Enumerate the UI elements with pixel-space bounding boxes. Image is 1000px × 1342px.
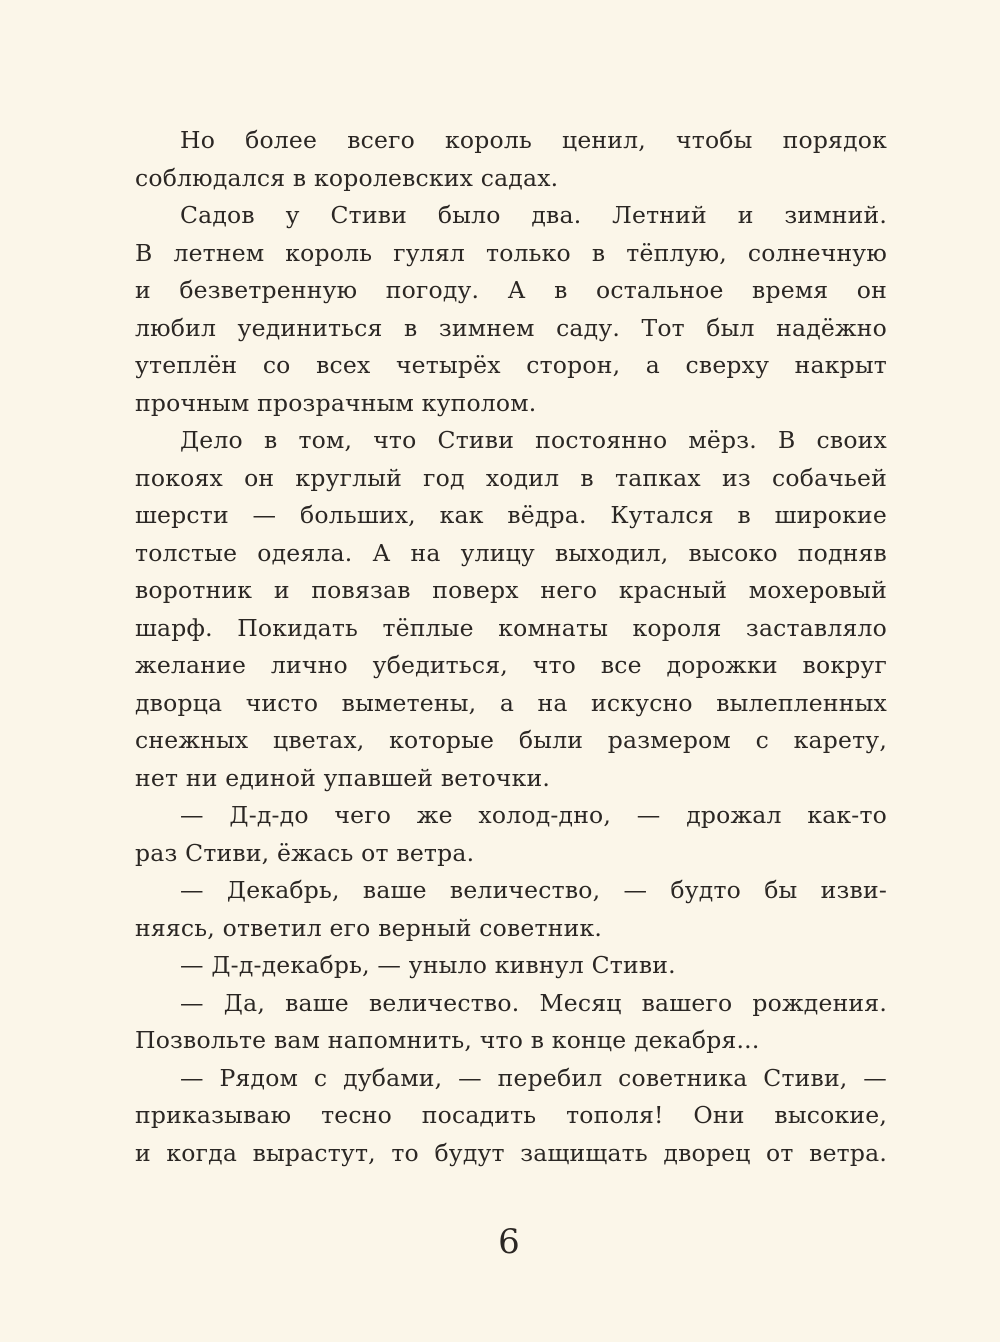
page-number: 6 <box>498 1222 520 1262</box>
text-line: снежных цветах, которые были размером с карету, <box>135 726 887 754</box>
text-line: В летнем король гулял только в тёплую, солнечную <box>135 238 887 267</box>
text-line: нет ни единой упавшей веточки. <box>135 763 551 792</box>
text-line: — Декабрь, ваше величество, — будто бы изви- <box>180 876 887 904</box>
text-line: няясь, ответил его верный советник. <box>135 913 603 942</box>
text-line: Дело в том, что Стиви постоянно мёрз. В своих <box>180 426 887 454</box>
text-line: — Да, ваше величество. Месяц вашего рождения. <box>180 988 887 1017</box>
text-line: Позвольте вам напомнить, что в конце декабря... <box>135 1026 760 1054</box>
text-line: дворца чисто выметены, а на искусно вылепленных <box>135 688 887 717</box>
text-line: — Д-д-декабрь, — уныло кивнул Стиви. <box>180 951 676 979</box>
text-line: утеплён со всех четырёх сторон, а сверху накрыт <box>135 351 887 379</box>
text-line: — Рядом с дубами, — перебил советника Стиви, — <box>180 1063 887 1092</box>
text-line: и безветренную погоду. А в остальное время он <box>135 276 887 304</box>
text-line: раз Стиви, ёжась от ветра. <box>135 838 475 867</box>
text-line: соблюдался в королевских садах. <box>135 163 559 192</box>
text-line: приказываю тесно посадить тополя! Они высокие, <box>135 1101 887 1129</box>
text-line: покоях он круглый год ходил в тапках из собачьей <box>135 463 887 492</box>
text-line: шарф. Покидать тёплые комнаты короля заставляло <box>135 613 887 642</box>
text-line: и когда вырастут, то будут защищать дворец от ветра. <box>135 1138 887 1167</box>
text-line: шерсти — больших, как вёдра. Кутался в широкие <box>135 501 887 529</box>
text-line: Садов у Стиви было два. Летний и зимний. <box>180 201 887 229</box>
text-line: воротник и повязав поверх него красный мохеровый <box>135 576 887 604</box>
text-line: прочным прозрачным куполом. <box>135 388 537 417</box>
text-line: — Д-д-до чего же холод-дно, — дрожал как-то <box>180 801 887 829</box>
text-line: любил уединиться в зимнем саду. Тот был надёжно <box>135 313 887 342</box>
text-line: желание лично убедиться, что все дорожки вокруг <box>135 651 887 679</box>
body-text <box>135 122 887 1172</box>
text-line: толстые одеяла. А на улицу выходил, высоко подняв <box>135 538 887 567</box>
text-line: Но более всего король ценил, чтобы порядок <box>180 126 887 154</box>
